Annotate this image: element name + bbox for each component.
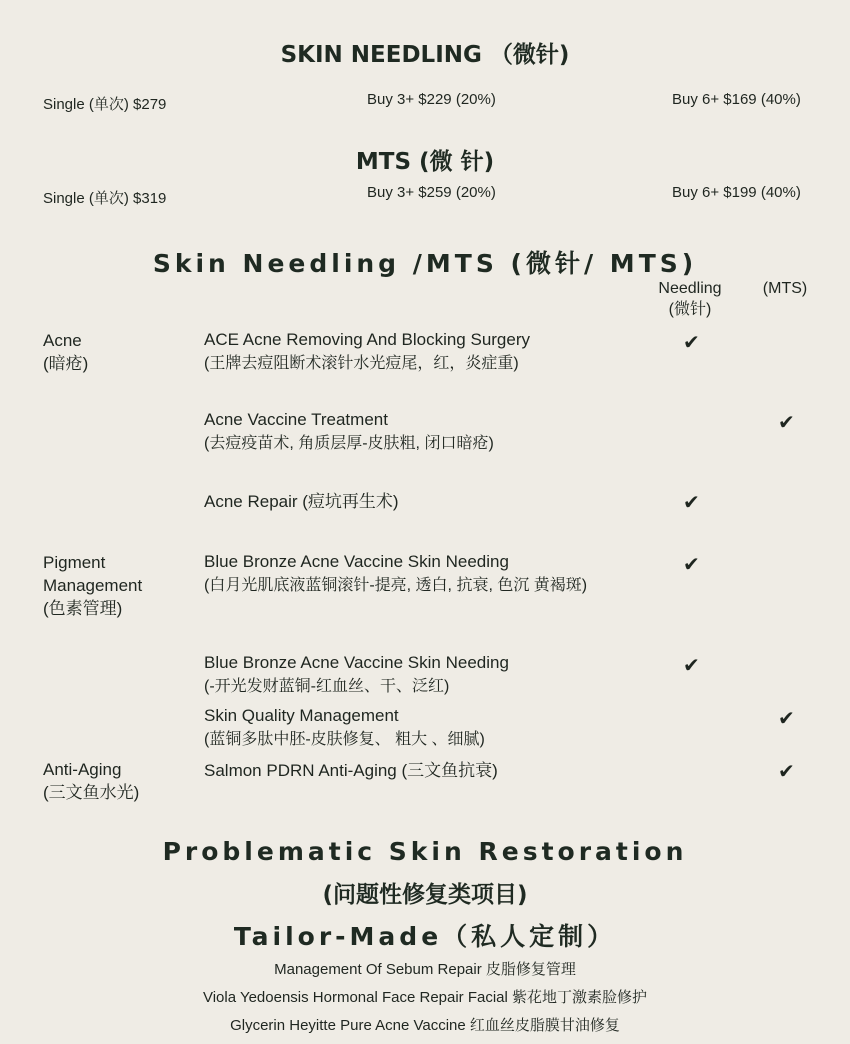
mts-check-icon: ✔ (778, 706, 795, 730)
skin-needling-buy6-price: Buy 6+ $169 (40%) (672, 91, 801, 108)
treatment-name: ACE Acne Removing And Blocking Surgery (204, 330, 531, 349)
treatment-name: Blue Bronze Acne Vaccine Skin Needing (204, 653, 509, 672)
skin-needling-buy3-price: Buy 3+ $229 (20%) (367, 91, 496, 108)
category-antiaging (43, 758, 139, 804)
restoration-title: Problematic Skin Restoration (162, 837, 688, 866)
tailor-made-title: Tailor-Made（私人定制） (233, 922, 617, 951)
treatment-name: Acne Repair (痘坑再生术) (204, 492, 399, 511)
column-header-needling (640, 278, 740, 320)
treatment-description: (王牌去痘阻断术滚针水光痘尾，红，炎症重) (204, 355, 519, 372)
mts-buy3-price: Buy 3+ $259 (20%) (367, 184, 496, 201)
treatment-item (204, 651, 509, 699)
treatment-name: Salmon PDRN Anti-Aging (三文鱼抗衰) (204, 761, 498, 780)
needling-check-icon: ✔ (683, 552, 700, 576)
treatment-name: Blue Bronze Acne Vaccine Skin Needing (204, 552, 509, 571)
mts-check-icon: ✔ (778, 759, 795, 783)
treatment-item (204, 759, 498, 783)
category-acne (43, 329, 88, 375)
needling-check-icon: ✔ (683, 653, 700, 677)
treatment-item (204, 704, 485, 752)
category-acne-label: Acne (43, 331, 82, 350)
skin-needling-single-price: Single (单次) $279 (43, 96, 167, 113)
menu-title: Skin Needling /MTS (微针/ MTS) (152, 249, 698, 278)
restoration-line: Glycerin Heyitte Pure Acne Vaccine 红血丝皮脂膜甘油修复 (230, 1017, 620, 1034)
column-header-mts: (MTS) (762, 280, 808, 297)
treatment-item (204, 408, 494, 456)
mts-single-price: Single (单次) $319 (43, 190, 167, 207)
restoration-line: Management Of Sebum Repair 皮脂修复管理 (274, 961, 576, 978)
category-pigment-label-2: Management (43, 576, 143, 595)
needling-check-icon: ✔ (683, 330, 700, 354)
skin-needling-title: SKIN NEEDLING （微针) (280, 42, 570, 68)
mts-buy6-price: Buy 6+ $199 (40%) (672, 184, 801, 201)
treatment-name: Acne Vaccine Treatment (204, 410, 388, 429)
treatment-description: (白月光肌底液蓝铜滚针-提亮, 透白, 抗衰, 色沉 黄褐斑) (204, 577, 588, 594)
category-pigment-cn: (色素管理) (43, 599, 123, 618)
treatment-description: (-开光发财蓝铜-红血丝、干、泛红) (204, 678, 450, 695)
category-pigment (43, 551, 142, 620)
treatment-item (204, 550, 587, 598)
treatment-name: Skin Quality Management (204, 706, 399, 725)
category-acne-cn: (暗疮) (43, 354, 89, 373)
treatment-item (204, 328, 530, 376)
category-antiaging-label: Anti-Aging (43, 760, 122, 779)
treatment-item (204, 490, 399, 514)
mts-check-icon: ✔ (778, 410, 795, 434)
category-antiaging-cn: (三文鱼水光) (43, 783, 140, 802)
treatment-description: (去痘疫苗术, 角质层厚-皮肤粗, 闭口暗疮) (204, 435, 494, 452)
needling-check-icon: ✔ (683, 490, 700, 514)
category-pigment-label-1: Pigment (43, 553, 106, 572)
mts-title: MTS (微 针) (355, 149, 495, 175)
restoration-line: Viola Yedoensis Hormonal Face Repair Facial 紫花地丁激素脸修护 (202, 989, 648, 1006)
treatment-description: (蓝铜多肽中胚-皮肤修复、 粗大 、细腻) (204, 731, 485, 748)
column-header-needling-cn: (微针) (668, 301, 712, 318)
column-header-needling-label: Needling (658, 280, 722, 297)
restoration-title-cn: (问题性修复类项目) (322, 882, 528, 908)
